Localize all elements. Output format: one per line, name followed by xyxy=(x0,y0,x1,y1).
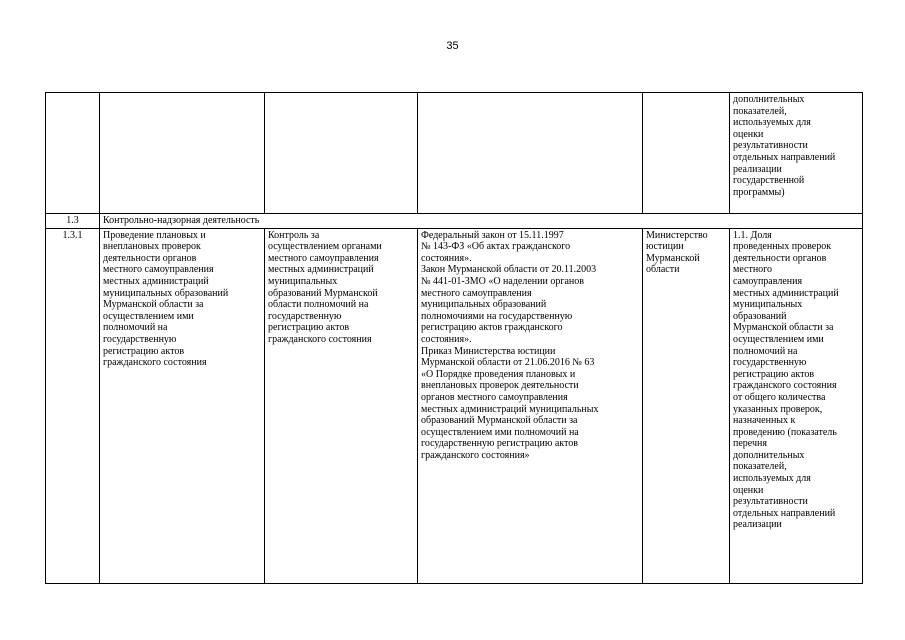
cell-num: 1.3.1 xyxy=(46,228,100,583)
cell-measure: Проведение плановых и внеплановых проверок деятельности органов местного самоуправления местных администраций муниципальных образований Мурманской области за осуществлением ими полномочий на государственную регистрацию актов гражданского состояния xyxy=(100,228,265,583)
cell-executor: Министерство юстиции Мурманской области xyxy=(643,228,730,583)
table-row-1-3-1 xyxy=(46,228,863,583)
cell-description: Контроль за осуществлением органами местного самоуправления местных администраций муниципальных образований Мурманской области полномочий на государственную регистрацию актов гражданского состояния xyxy=(265,228,418,583)
cell-indicator: 1.1. Доля проведенных проверок деятельности органов местного самоуправления местных администраций муниципальных образований Мурманской области за осуществлением ими полномочий на государственную регистрацию актов гражданского состояния от общего количества указанных проверок, назначенных к проведению (показатель перечня дополнительных показателей, используемых для оценки результативности отдельных направлений реализации xyxy=(730,228,863,583)
cell-measure xyxy=(100,93,265,214)
section-title: Контрольно-надзорная деятельность xyxy=(100,214,863,229)
table-row-section xyxy=(46,214,863,229)
program-table xyxy=(45,92,863,584)
cell-description xyxy=(265,93,418,214)
cell-legal-basis: Федеральный закон от 15.11.1997 № 143-ФЗ «Об актах гражданского состояния». Закон Мурманской области от 20.11.2003 № 441-01-ЗМО «О наделении органов местного самоуправления муниципальных образований полномочиями на государственную регистрацию актов гражданского состояния». Приказ Министерства юстиции Мурманской области от 21.06.2016 № 63 «О Порядке проведения плановых и внеплановых проверок деятельности органов местного самоуправления местных администраций муниципальных образований Мурманской области за осуществлением ими полномочий на государственную регистрацию актов гражданского состояния» xyxy=(418,228,643,583)
section-num: 1.3 xyxy=(46,214,100,229)
page-number: 35 xyxy=(446,40,459,52)
cell-num xyxy=(46,93,100,214)
cell-executor xyxy=(643,93,730,214)
cell-indicator: дополнительных показателей, используемых для оценки результативности отдельных направлений реализации государственной программы) xyxy=(730,93,863,214)
table-row-continued xyxy=(46,93,863,214)
cell-legal-basis xyxy=(418,93,643,214)
